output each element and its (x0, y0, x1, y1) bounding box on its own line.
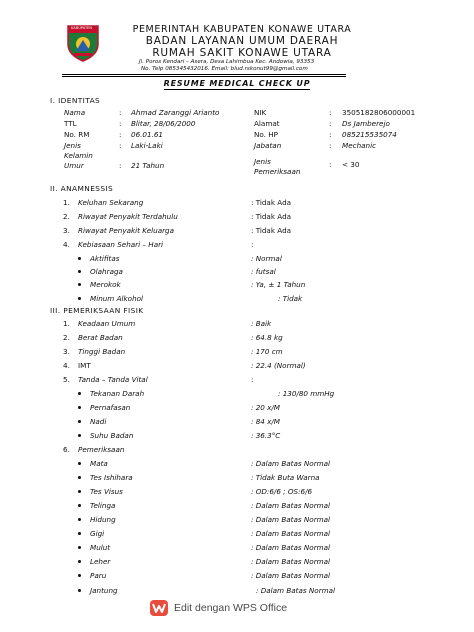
section-pemeriksaan-fisik: III. PEMERIKSAAN FISIK (50, 306, 144, 315)
bullet-icon (78, 462, 81, 465)
organ-label: Hidung (90, 515, 116, 524)
bullet-icon (78, 546, 81, 549)
anamnesis-label: Keluhan Sekarang (78, 198, 144, 207)
header-agency: BADAN LAYANAN UMUM DAERAH (145, 35, 339, 47)
habit-label: Olahraga (90, 267, 123, 276)
organ-value: : Dalam Batas Normal (251, 515, 331, 524)
exam-value: : 64.8 kg (251, 333, 283, 342)
habit-label: Merokok (90, 280, 121, 289)
bullet-icon (78, 406, 81, 409)
vital-label: Pernafasan (90, 403, 131, 412)
vital-value: : 130/80 mmHg (278, 389, 335, 398)
organ-label: Tes Ishihara (90, 473, 133, 482)
section-identitas: I. IDENTITAS (50, 96, 101, 105)
anamnesis-value: : Tidak Ada (251, 212, 292, 221)
anamnesis-value: : (251, 240, 254, 249)
organ-label: Jantung (90, 586, 118, 595)
header-divider-thin (62, 76, 346, 77)
logo-text: KABUPATEN (71, 26, 93, 30)
bullet-icon (78, 518, 81, 521)
anamnesis-value: : Tidak Ada (251, 226, 292, 235)
exam-value: : (251, 375, 254, 384)
organ-value: : Dalam Batas Normal (251, 557, 331, 566)
anamnesis-label: Riwayat Penyakit Keluarga (78, 226, 175, 235)
vital-value: : 84 x/M (251, 417, 281, 426)
organ-value: : Dalam Batas Normal (251, 529, 331, 538)
identity-label: NIK (254, 108, 267, 117)
exam-label: Keadaan Umum (78, 319, 136, 328)
organ-label: Mata (90, 459, 108, 468)
bullet-icon (78, 270, 81, 273)
identity-label: No. HP (254, 130, 278, 139)
organ-value: : Dalam Batas Normal (251, 571, 331, 580)
vital-value: : 36.3°C (251, 431, 281, 440)
identity-value: 06.01.61 (131, 130, 164, 139)
header-hospital: RUMAH SAKIT KONAWE UTARA (152, 47, 332, 59)
habit-value: : Tidak (278, 294, 303, 303)
exam-value: : 22.4 (Normal) (251, 361, 306, 370)
organ-value: : Dalam Batas Normal (251, 501, 331, 510)
organ-label: Gigi (90, 529, 105, 538)
bullet-icon (78, 589, 81, 592)
anamnesis-label: Riwayat Penyakit Terdahulu (78, 212, 178, 221)
organ-value: : OD:6/6 ; OS:6/6 (251, 487, 313, 496)
habit-value: : Ya, ± 1 Tahun (251, 280, 306, 289)
header-government: PEMERINTAH KABUPATEN KONAWE UTARA (132, 24, 352, 35)
exam-label: Berat Badan (78, 333, 123, 342)
bullet-icon (78, 574, 81, 577)
habit-label: Aktifitas (90, 254, 120, 263)
identity-label: No. RM (64, 130, 90, 139)
document-page: KABUPATEN PEMERINTAH KABUPATEN KONAWE UTARA BADAN LAYANAN UMUM DAERAH RUMAH SAKIT KONAWE UTARA Jl. Poros Kendari – Asera, Desa Lahimbua Kec. Andowia, 93353 No. Telp 085345432016. Email: blud.rskonut99@gmail.com RESUME MEDICAL CHECK UP I. IDENTITAS Nama : Ahmad Zaranggi Arianto TTL : Blitar, 28/06/2000 No. RM : 06.01.61 Jenis Kelamin : Laki-Laki Umur : 21 Tahun NIK : 3505182806000001 Alamat : Ds Jamberejo No. HP : 085215535074 Jabatan : Mechanic Jenis Pemeriksaan : < 30 II. ANAMNESSIS 1. Keluhan Sekarang : Tidak Ada 2. Riwayat Penyakit Terdahulu : Tidak Ada 3. Riwayat Penyakit Keluarga : Tidak Ada 4. Kebiasaan Sehari – Hari : Aktifitas : Normal Olahraga : futsal Merokok : Ya, ± 1 Tahun Minum Alkohol : Tidak III. PEMERIKSAAN FISIK 1. Keadaan Umum : Baik 2. Berat Badan : 64.8 kg 3. Tinggi Badan : 170 cm 4. IMT : 22.4 (Normal) 5. Tanda – Tanda Vital : Tekanan Darah : 130/80 mmHg Pernafasan : 20 x/M Nadi : 84 x/M Suhu Badan : 36.3°C 6. Pemeriksaan Mata : Dalam Batas Normal Tes Ishihara : Tidak Buta Warna Tes Visus : OD:6/6 ; OS:6/6 Telinga : Dalam Batas Normal Hidung : Dalam Batas Normal Gigi : Dalam Batas Normal Mulut : Dalam Batas Normal Leher : Dalam Batas Normal Paru : Dalam Batas Normal Jantung : Dalam Batas Normal Edit dengan WPS Office (0, 0, 474, 632)
vital-label: Nadi (90, 417, 107, 426)
identity-label: Nama (64, 108, 86, 117)
bullet-icon (78, 297, 81, 300)
identity-label: Jenis Kelamin (64, 141, 93, 160)
wps-edit-label[interactable]: Edit dengan WPS Office (174, 602, 288, 614)
exam-value: : 170 cm (251, 347, 283, 356)
organ-label: Mulut (90, 543, 111, 552)
section-anamnesis: II. ANAMNESSIS (50, 184, 114, 193)
organ-value: : Dalam Batas Normal (256, 586, 336, 595)
identity-value: Ahmad Zaranggi Arianto (131, 108, 220, 117)
identity-label: Jenis Pemeriksaan (254, 157, 301, 176)
bullet-icon (78, 560, 81, 563)
header-contact: No. Telp 085345432016. Email: blud.rskonut99@gmail.com (141, 66, 308, 72)
bullet-icon (78, 257, 81, 260)
bullet-icon (78, 504, 81, 507)
identity-label: TTL (64, 119, 77, 128)
organ-value: : Dalam Batas Normal (251, 459, 331, 468)
bullet-icon (78, 490, 81, 493)
identity-value: Mechanic (342, 141, 377, 150)
bullet-icon (78, 476, 81, 479)
organ-value: : Tidak Buta Warna (251, 473, 320, 482)
bullet-icon (78, 532, 81, 535)
habit-value: : Normal (251, 254, 282, 263)
organ-value: : Dalam Batas Normal (251, 543, 331, 552)
identity-label: Jabatan (254, 141, 282, 150)
document-title: RESUME MEDICAL CHECK UP (163, 79, 311, 88)
identity-value: 21 Tahun (131, 161, 165, 170)
organ-label: Leher (90, 557, 111, 566)
anamnesis-value: : Tidak Ada (251, 198, 292, 207)
identity-label: Alamat (254, 119, 280, 128)
habit-value: : futsal (251, 267, 276, 276)
identity-value: Laki-Laki (131, 141, 163, 150)
vital-label: Suhu Badan (90, 431, 134, 440)
exam-label: Tanda – Tanda Vital (78, 375, 148, 384)
header-address: Jl. Poros Kendari – Asera, Desa Lahimbua Kec. Andowia, 93353 (139, 59, 315, 65)
vital-label: Tekanan Darah (90, 389, 145, 398)
bullet-icon (78, 434, 81, 437)
bullet-icon (78, 283, 81, 286)
exam-label: Tinggi Badan (78, 347, 126, 356)
bullet-icon (78, 392, 81, 395)
vital-value: : 20 x/M (251, 403, 281, 412)
wps-edit-banner[interactable] (150, 600, 287, 616)
identity-value: Blitar, 28/06/2000 (131, 119, 196, 128)
exam-label: Pemeriksaan (78, 445, 125, 454)
bullet-icon (78, 420, 81, 423)
identity-value: Ds Jamberejo (342, 119, 390, 128)
header-divider (62, 74, 346, 75)
habit-label: Minum Alkohol (90, 294, 144, 303)
wps-logo-icon (150, 600, 168, 616)
anamnesis-label: Kebiasaan Sehari – Hari (78, 240, 164, 249)
exam-value: : Baik (251, 319, 272, 328)
identity-value: 085215535074 (342, 130, 397, 139)
identity-value: 3505182806000001 (342, 108, 416, 117)
organ-label: Telinga (90, 501, 116, 510)
exam-label: IMT (78, 361, 91, 370)
identity-label: Umur (64, 161, 84, 170)
organ-label: Tes Visus (90, 487, 123, 496)
organ-label: Paru (90, 571, 107, 580)
identity-value: < 30 (342, 160, 360, 169)
